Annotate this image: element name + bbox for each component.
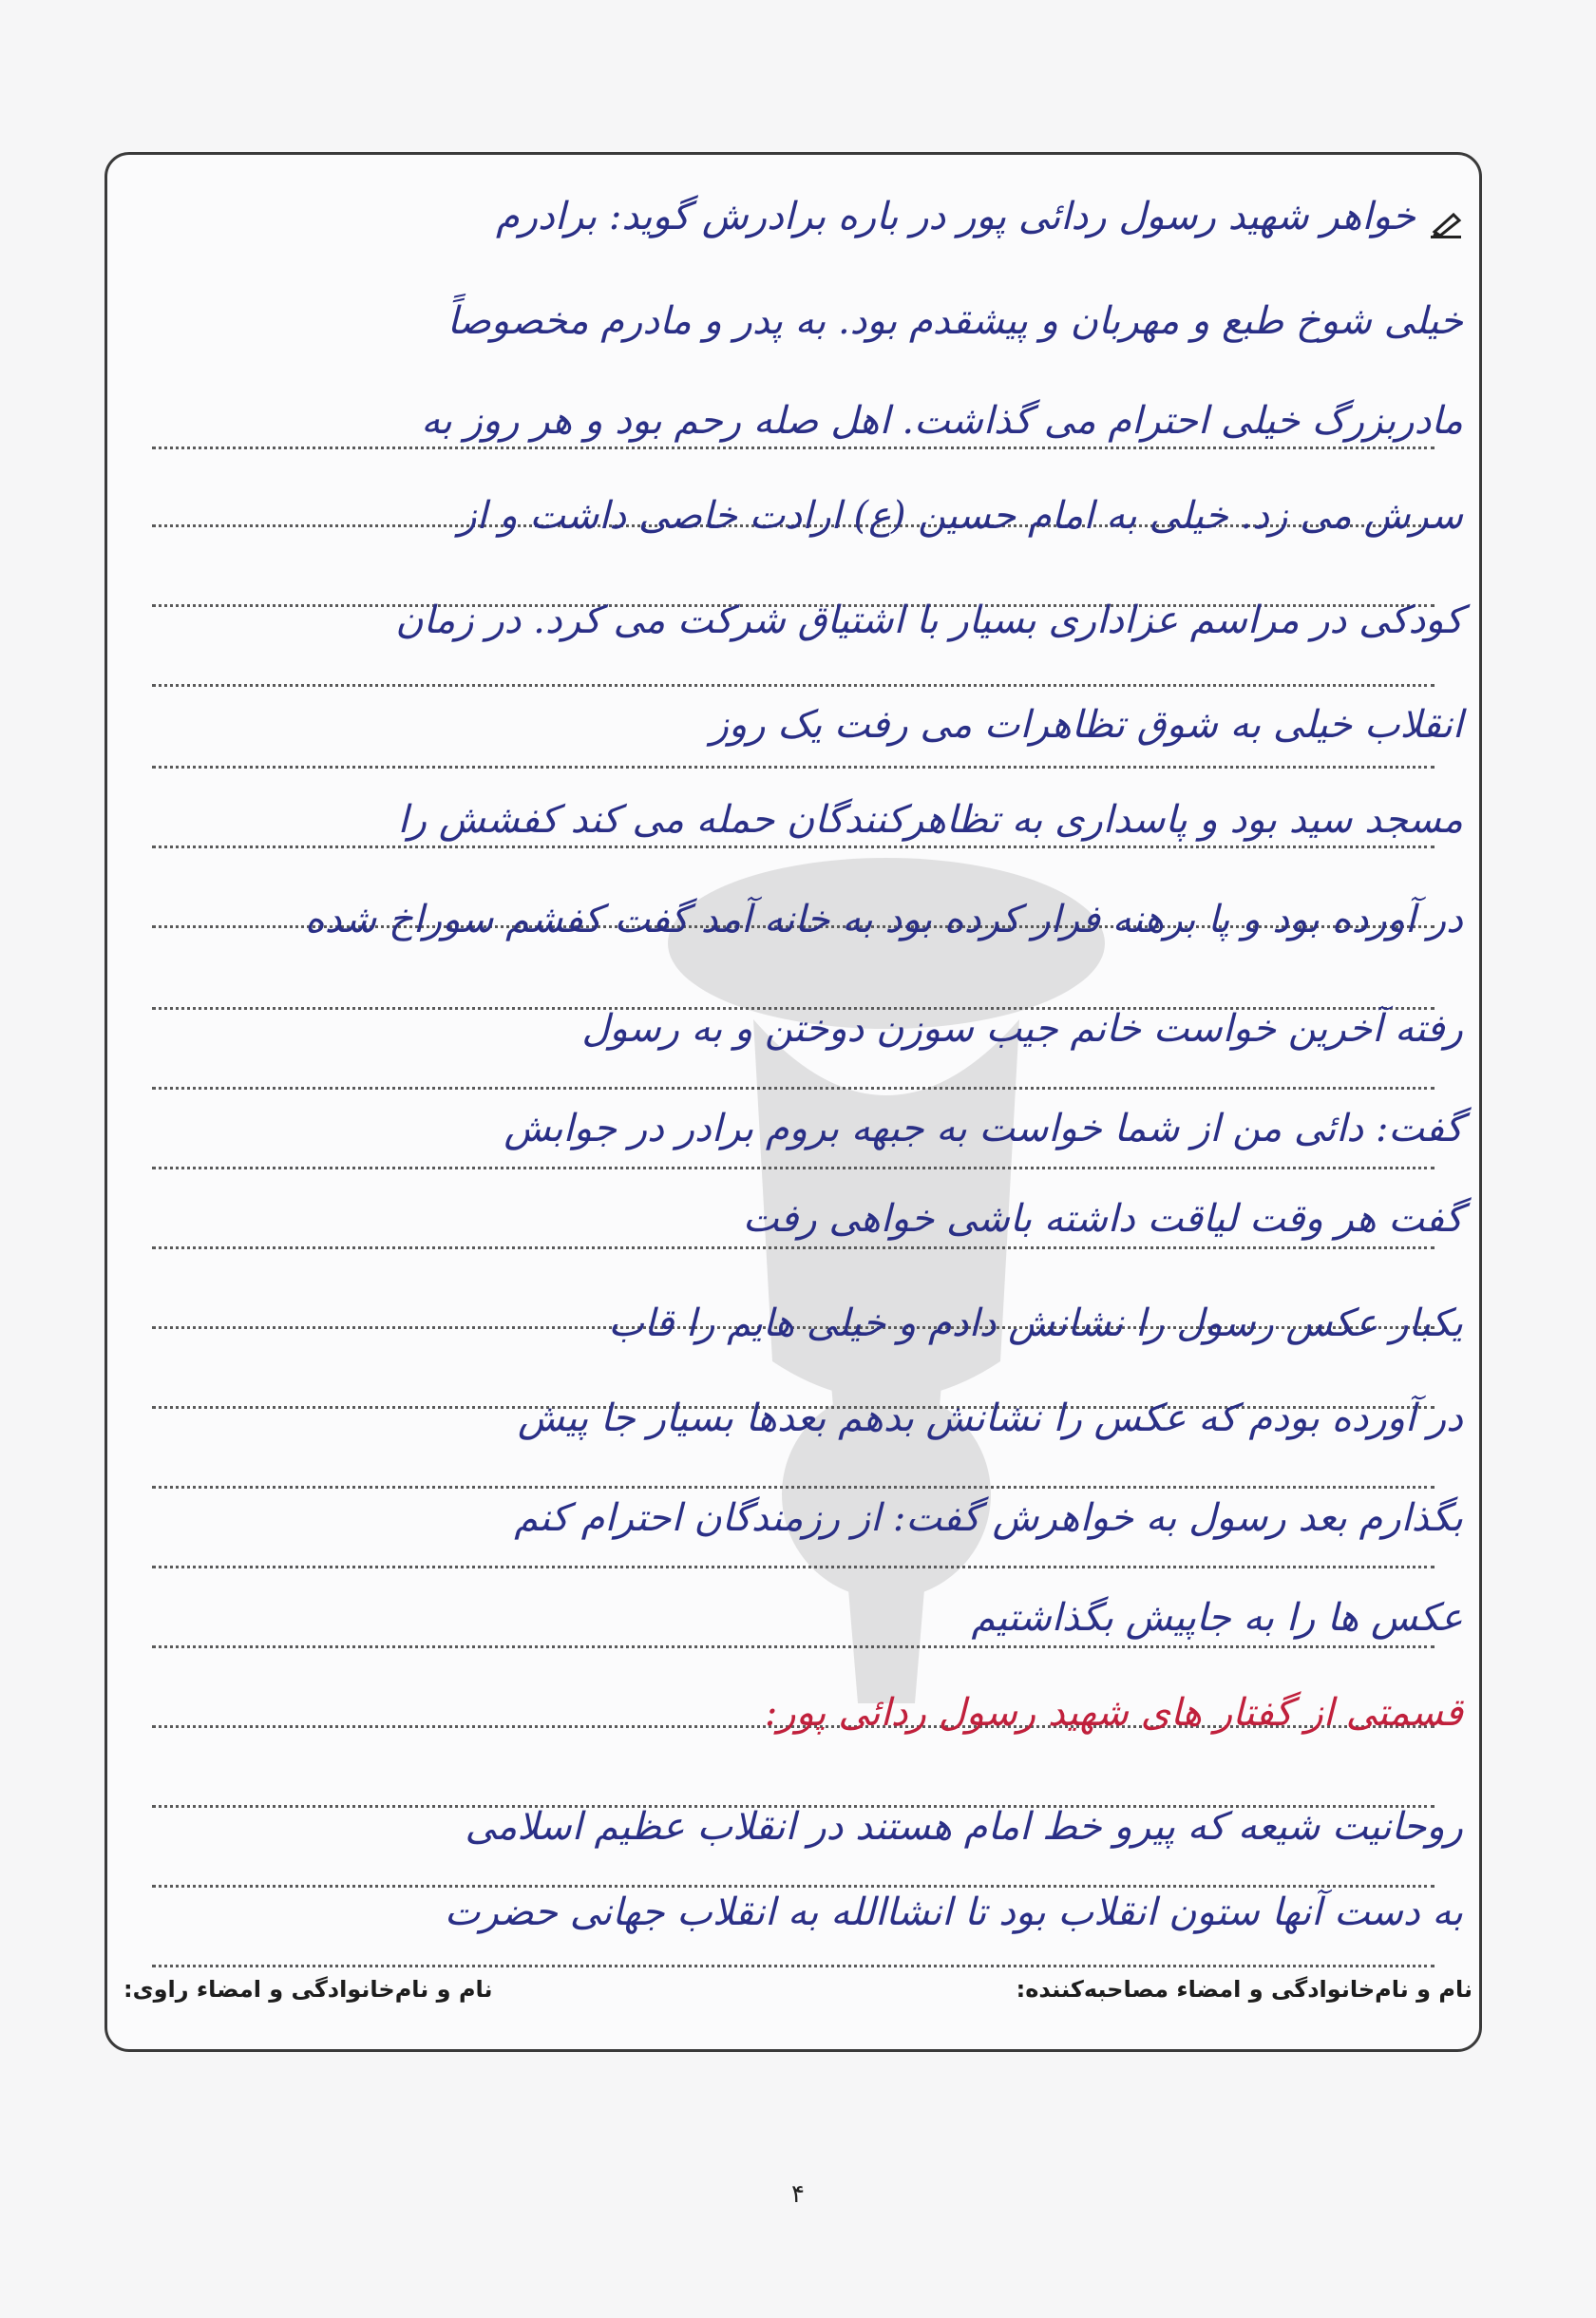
interviewer-signature-label: نام و نام‌خانوادگی و امضاء مصاحبه‌کننده: <box>1016 1976 1472 2003</box>
ruling-line <box>152 1645 1434 1648</box>
handwritten-line: سرش می زد. خیلی به امام حسین (ع) ارادت خاصی داشت و از <box>458 494 1463 538</box>
narrator-signature-label: نام و نام‌خانوادگی و امضاء راوی: <box>124 1976 493 2003</box>
handwritten-line: خیلی شوخ طبع و مهربان و پیشقدم بود. به پدر و مادرم مخصوصاً <box>446 299 1463 343</box>
ruling-line <box>152 1246 1434 1249</box>
ruling-line <box>152 1087 1434 1090</box>
ruling-line <box>152 1486 1434 1489</box>
ruling-line <box>152 446 1434 449</box>
handwritten-line: مسجد سید بود و پاسداری به تظاهرکنندگان حمله می کند کفشش را <box>397 798 1463 842</box>
handwritten-line: در آورده بود و پا برهنه فرار کرده بود به خانه آمد گفت کفشم سوراخ شده <box>304 898 1463 941</box>
ruling-line <box>152 1965 1434 1967</box>
ruling-line <box>152 846 1434 848</box>
handwritten-line: یکبار عکس رسول را نشانش دادم و خیلی هایم را قاب <box>608 1302 1463 1345</box>
handwritten-line: بگذارم بعد رسول به خواهرش گفت: از رزمندگان احترام کنم <box>514 1496 1463 1540</box>
handwritten-line: رفته آخرین خواست خانم جیب سوزن دوختن و به رسول <box>581 1007 1463 1051</box>
ruling-line <box>152 1167 1434 1169</box>
ruling-line <box>152 684 1434 687</box>
page-number: ۴ <box>791 2180 805 2209</box>
handwritten-line: گفت: دائی من از شما خواست به جبهه بروم برادر در جوابش <box>504 1107 1463 1150</box>
handwritten-line: عکس ها را به جاپیش بگذاشتیم <box>971 1596 1463 1640</box>
ruling-line <box>152 766 1434 769</box>
pen-icon <box>1429 211 1463 239</box>
signature-footer <box>124 1976 1472 2003</box>
ruling-line <box>152 1566 1434 1568</box>
ruling-line <box>152 1885 1434 1888</box>
handwritten-line: گفت هر وقت لیاقت داشته باشی خواهی رفت <box>742 1197 1463 1241</box>
handwritten-line: خواهر شهید رسول ردائی پور در باره برادرش گوید: برادرم <box>495 195 1416 238</box>
handwritten-line: کودکی در مراسم عزاداری بسیار با اشتیاق شرکت می کرد. در زمان <box>395 598 1463 642</box>
handwritten-line: در آورده بودم که عکس را نشانش بدهم بعدها بسیار جا پیش <box>518 1396 1463 1440</box>
handwritten-line: به دست آنها ستون انقلاب بود تا انشاالله به انقلاب جهانی حضرت <box>444 1890 1463 1934</box>
handwritten-line: روحانیت شیعه که پیرو خط امام هستند در انقلاب عظیم اسلامی <box>465 1805 1463 1849</box>
handwritten-line: انقلاب خیلی به شوق تظاهرات می رفت یک روز <box>710 703 1463 747</box>
section-title: قسمتی از گفتار های شهید رسول ردائی پور: <box>764 1691 1463 1735</box>
handwritten-line: مادربزرگ خیلی احترام می گذاشت. اهل صله رحم بود و هر روز به <box>421 399 1463 443</box>
